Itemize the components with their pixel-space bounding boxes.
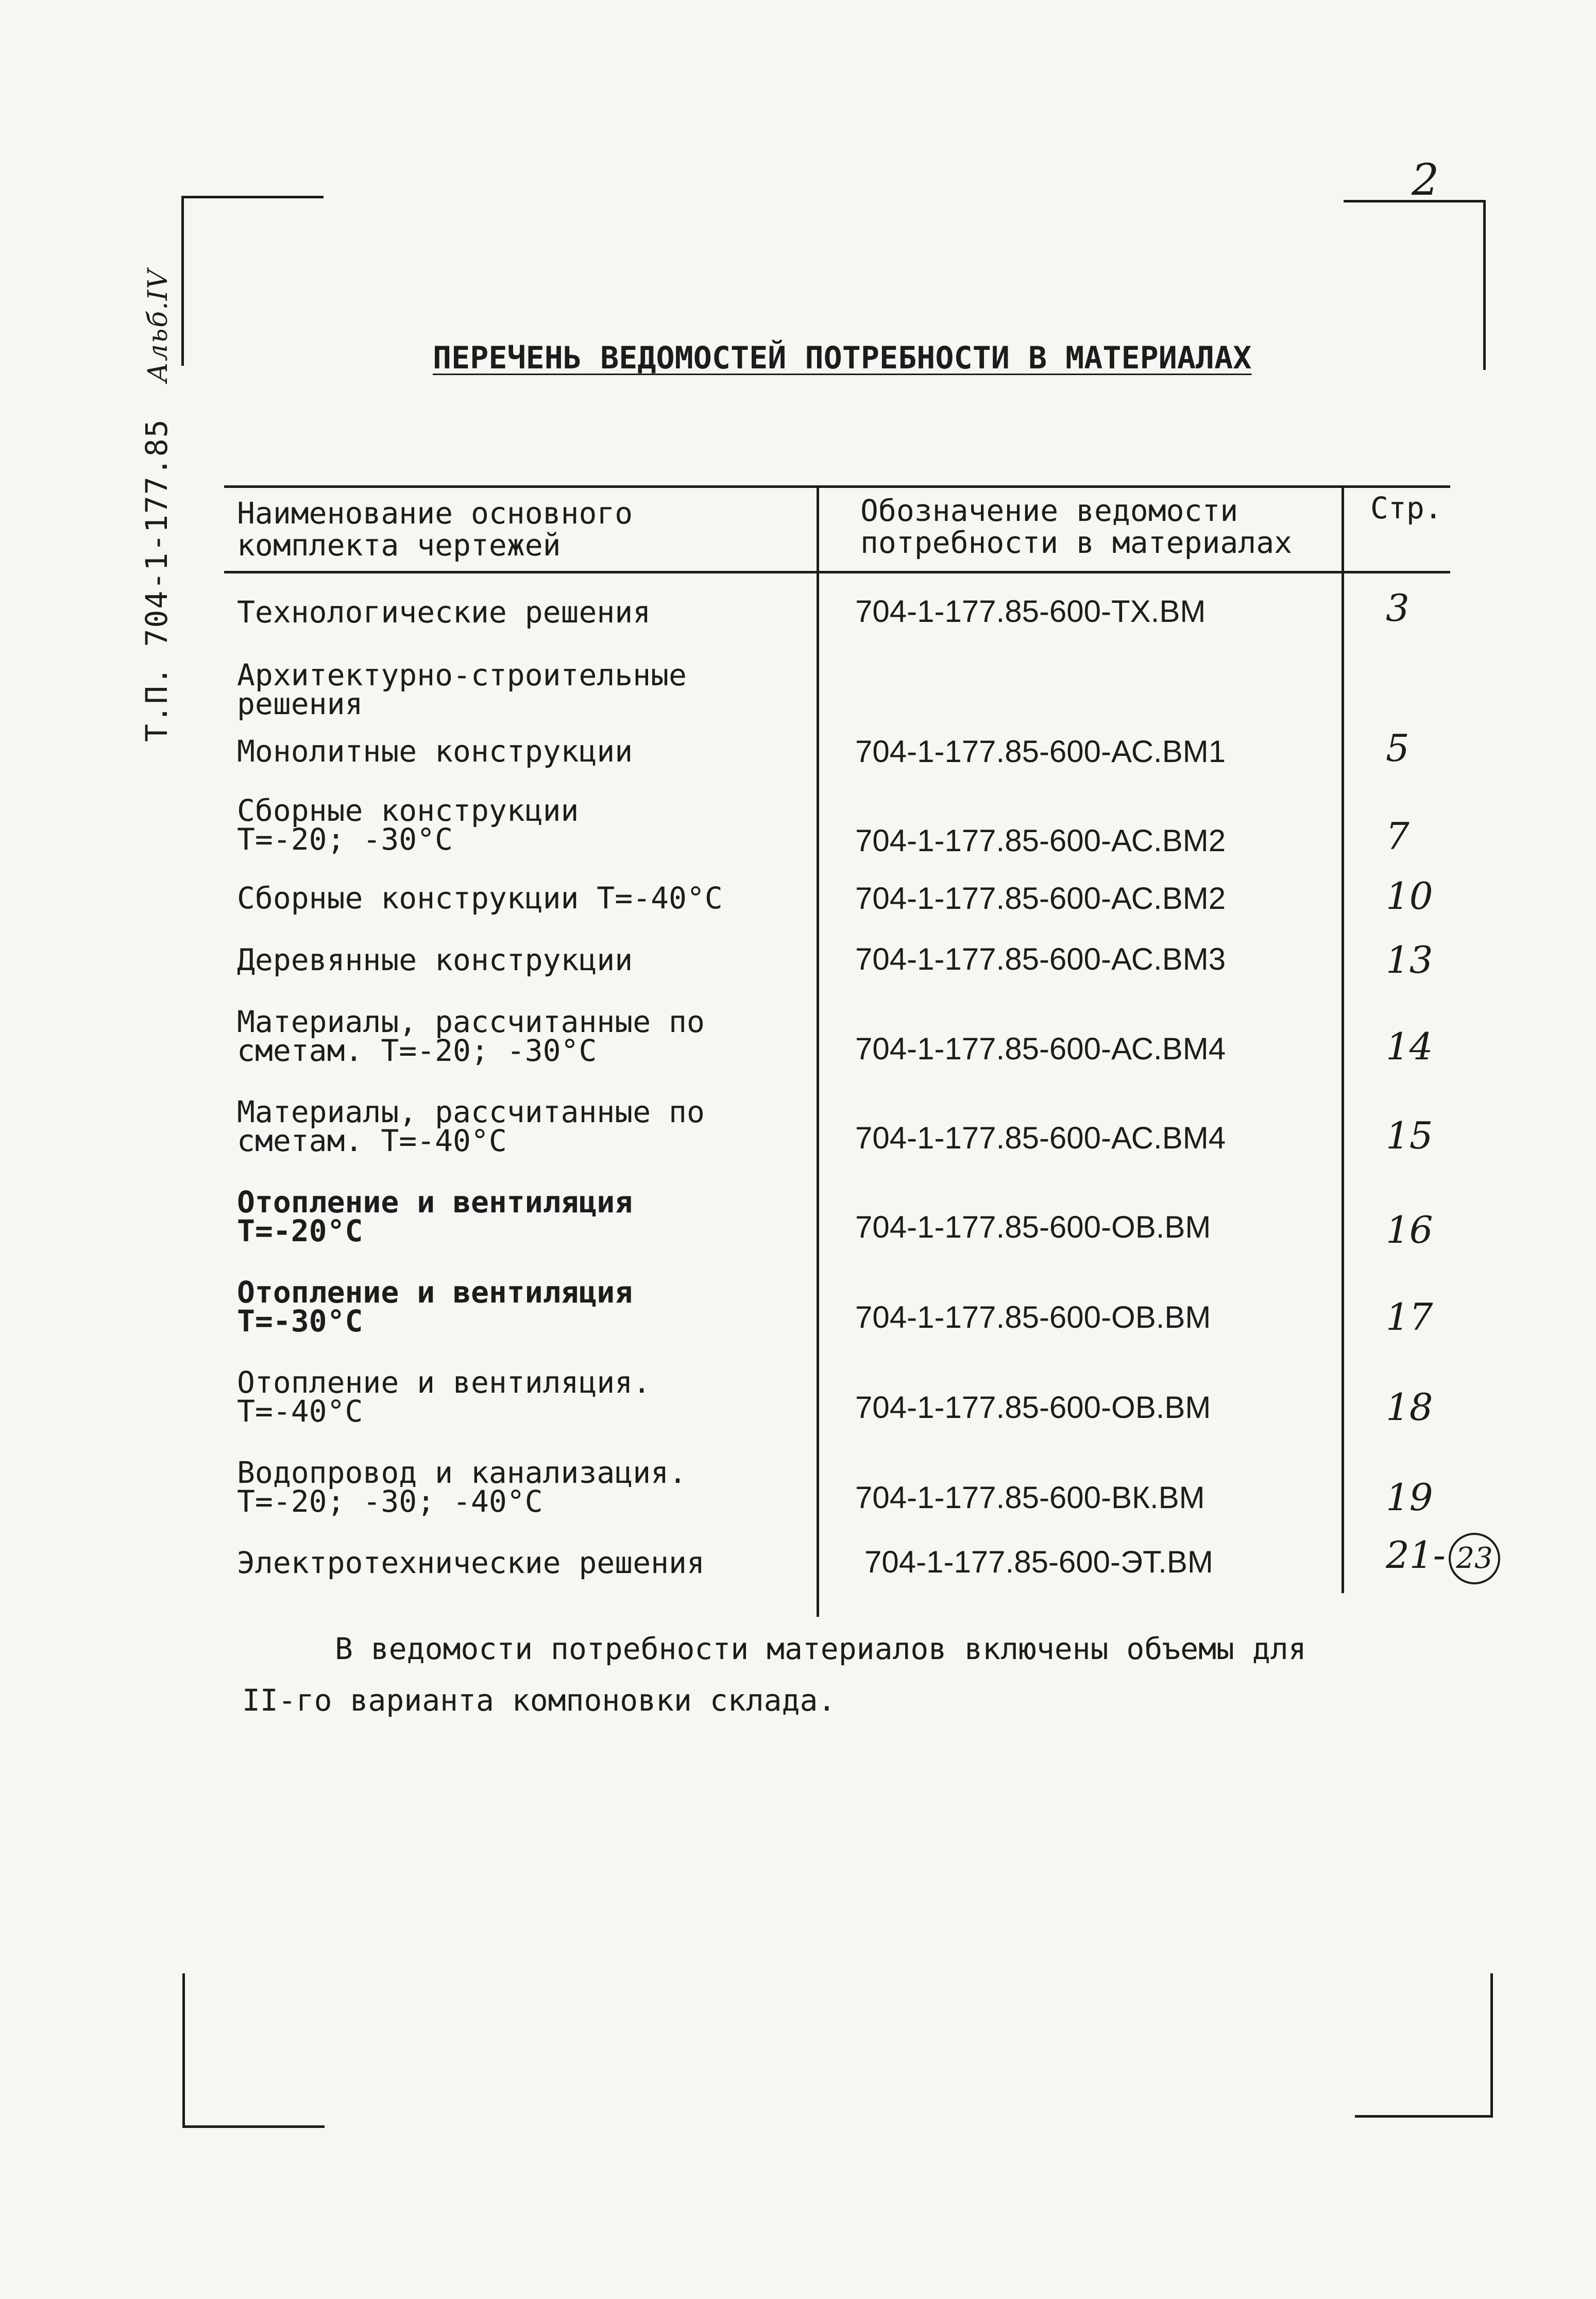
row-page: 7 [1386, 815, 1410, 858]
frame-corner-top-left-v [181, 196, 184, 366]
row-code: 704-1-177.85-600-АС.ВМ4 [855, 1121, 1226, 1155]
row-name: Отопление и вентиляция. Т=-40°С [237, 1365, 651, 1429]
row-name: Отопление и вентиляция Т=-20°С [237, 1185, 633, 1248]
row-code: 704-1-177.85-600-АС.ВМ2 [855, 881, 1226, 916]
row-page: 3 [1386, 586, 1410, 630]
table-top-rule [224, 485, 1450, 488]
row-name: Отопление и вентиляция Т=-30°С [237, 1275, 633, 1339]
side-stamp [139, 268, 174, 742]
frame-corner-bottom-right-v [1490, 1973, 1493, 2118]
header-code: Обозначение ведомости потребности в материалах [860, 493, 1293, 560]
row-name: Архитектурно-строительные решения [237, 657, 687, 721]
row-code: 704-1-177.85-600-ОВ.ВМ [855, 1300, 1211, 1334]
header-name: Наименование основного комплекта чертежей [237, 496, 633, 563]
row-name: Технологические решения [237, 595, 651, 630]
frame-corner-top-right-v [1483, 200, 1486, 370]
row-code: 704-1-177.85-600-АС.ВМ3 [855, 942, 1226, 976]
row-code: 704-1-177.85-600-ЭТ.ВМ [864, 1545, 1213, 1579]
row-name: Электротехнические решения [237, 1545, 705, 1580]
row-code: 704-1-177.85-600-ТХ.ВМ [855, 594, 1206, 629]
row-name: Материалы, рассчитанные по сметам. Т=-40°С [237, 1094, 705, 1158]
footnote: В ведомости потребности материалов включены объемы для II-го варианта компоновки склада. [242, 1631, 1306, 1718]
table-column-divider-1 [817, 485, 819, 1617]
circled-page-number: 23 [1449, 1533, 1500, 1584]
row-page: 19 [1386, 1476, 1433, 1519]
row-page: 14 [1386, 1025, 1433, 1068]
frame-corner-bottom-left-h [182, 2125, 325, 2128]
side-album-mark: Альб.IV [143, 268, 174, 383]
row-name: Сборные конструкции Т=-20; -30°С [237, 793, 579, 857]
row-name: Сборные конструкции Т=-40°С [237, 881, 723, 916]
row-page: 17 [1386, 1295, 1433, 1339]
frame-corner-bottom-right-h [1355, 2115, 1493, 2118]
header-page: Стр. [1370, 491, 1442, 526]
row-name: Деревянные конструкции [237, 942, 633, 977]
page-title: ПЕРЕЧЕНЬ ВЕДОМОСТЕЙ ПОТРЕБНОСТИ В МАТЕРИАЛАХ [433, 340, 1252, 376]
row-code: 704-1-177.85-600-АС.ВМ4 [855, 1032, 1226, 1066]
row-code: 704-1-177.85-600-АС.ВМ1 [855, 734, 1226, 769]
row-name: Водопровод и канализация. Т=-20; -30; -40°С [237, 1455, 687, 1519]
row-name: Материалы, рассчитанные по сметам. Т=-20; -30°С [237, 1004, 705, 1068]
page-number: 2 [1412, 155, 1439, 205]
row-page: 18 [1386, 1385, 1433, 1429]
row-page: 13 [1386, 938, 1433, 982]
row-code: 704-1-177.85-600-ВК.ВМ [855, 1480, 1205, 1515]
row-page: 5 [1386, 726, 1410, 770]
table-header-rule [224, 571, 1450, 573]
frame-corner-bottom-left-v [182, 1973, 185, 2128]
row-code: 704-1-177.85-600-ОВ.ВМ [855, 1390, 1211, 1425]
table-column-divider-2 [1342, 485, 1344, 1593]
row-code: 704-1-177.85-600-АС.ВМ2 [855, 823, 1226, 858]
row-page: 16 [1386, 1208, 1433, 1252]
side-project-label: Т.П. 704-1-177.85 [139, 418, 174, 742]
row-page: 15 [1386, 1114, 1433, 1157]
frame-corner-top-left-h [181, 196, 324, 198]
row-page [1386, 1533, 1500, 1584]
row-name: Монолитные конструкции [237, 734, 633, 769]
row-page-value: 21- [1386, 1533, 1446, 1577]
row-code: 704-1-177.85-600-ОВ.ВМ [855, 1210, 1211, 1244]
row-page: 10 [1386, 874, 1433, 918]
